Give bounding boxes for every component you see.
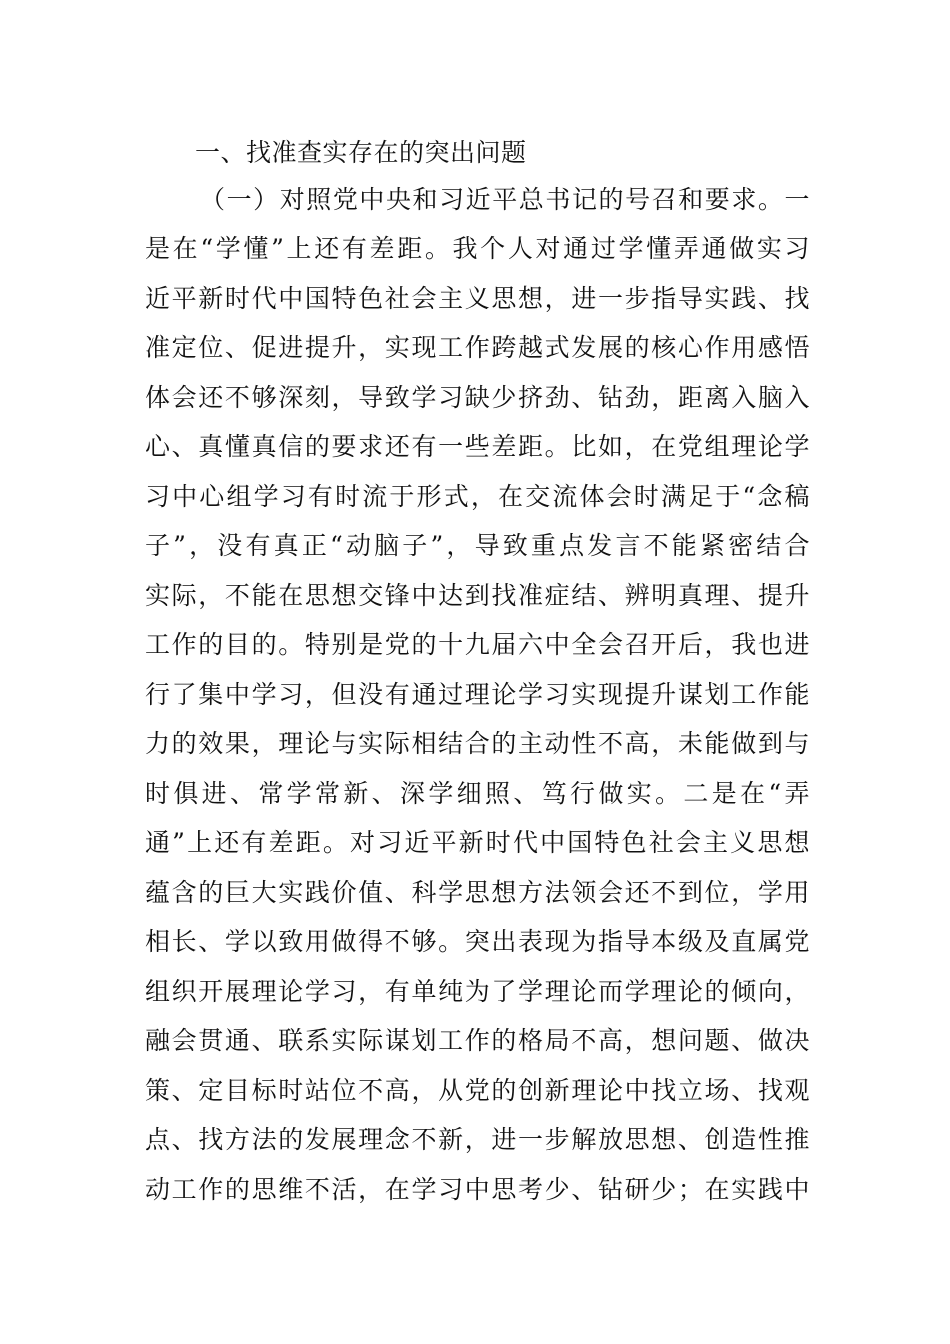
text-line: 时俱进、常学常新、深学细照、笃行做实。二是在“弄	[145, 779, 810, 808]
text-line: 融会贯通、联系实际谋划工作的格局不高，想问题、做决	[145, 1026, 810, 1055]
text-line: 子”，没有真正“动脑子”，导致重点发言不能紧密结合	[145, 531, 810, 560]
text-line: 力的效果，理论与实际相结合的主动性不高，未能做到与	[145, 729, 810, 758]
text-line: （一）对照党中央和习近平总书记的号召和要求。一	[200, 185, 810, 214]
text-line: 体会还不够深刻，导致学习缺少挤劲、钻劲，距离入脑入	[145, 383, 810, 412]
text-line: 组织开展理论学习，有单纯为了学理论而学理论的倾向，	[145, 977, 810, 1006]
text-line: 实际，不能在思想交锋中达到找准症结、辨明真理、提升	[145, 581, 810, 610]
text-line: 是在“学懂”上还有差距。我个人对通过学懂弄通做实习	[145, 234, 810, 263]
text-line: 通”上还有差距。对习近平新时代中国特色社会主义思想	[145, 828, 810, 857]
text-line: 准定位、促进提升，实现工作跨越式发展的核心作用感悟	[145, 333, 810, 362]
text-line: 相长、学以致用做得不够。突出表现为指导本级及直属党	[145, 927, 810, 956]
text-line: 工作的目的。特别是党的十九届六中全会召开后，我也进	[145, 630, 810, 659]
section-heading: 一、找准查实存在的突出问题	[195, 138, 527, 167]
text-line: 策、定目标时站位不高，从党的创新理论中找立场、找观	[145, 1076, 810, 1105]
text-line: 近平新时代中国特色社会主义思想，进一步指导实践、找	[145, 284, 810, 313]
text-line: 蕴含的巨大实践价值、科学思想方法领会还不到位，学用	[145, 878, 810, 907]
text-line: 行了集中学习，但没有通过理论学习实现提升谋划工作能	[145, 680, 810, 709]
text-line: 动工作的思维不活，在学习中思考少、钻研少；在实践中	[145, 1175, 810, 1204]
text-line: 习中心组学习有时流于形式，在交流体会时满足于“念稿	[145, 482, 810, 511]
text-line: 点、找方法的发展理念不新，进一步解放思想、创造性推	[145, 1125, 810, 1154]
text-line: 心、真懂真信的要求还有一些差距。比如，在党组理论学	[145, 432, 810, 461]
